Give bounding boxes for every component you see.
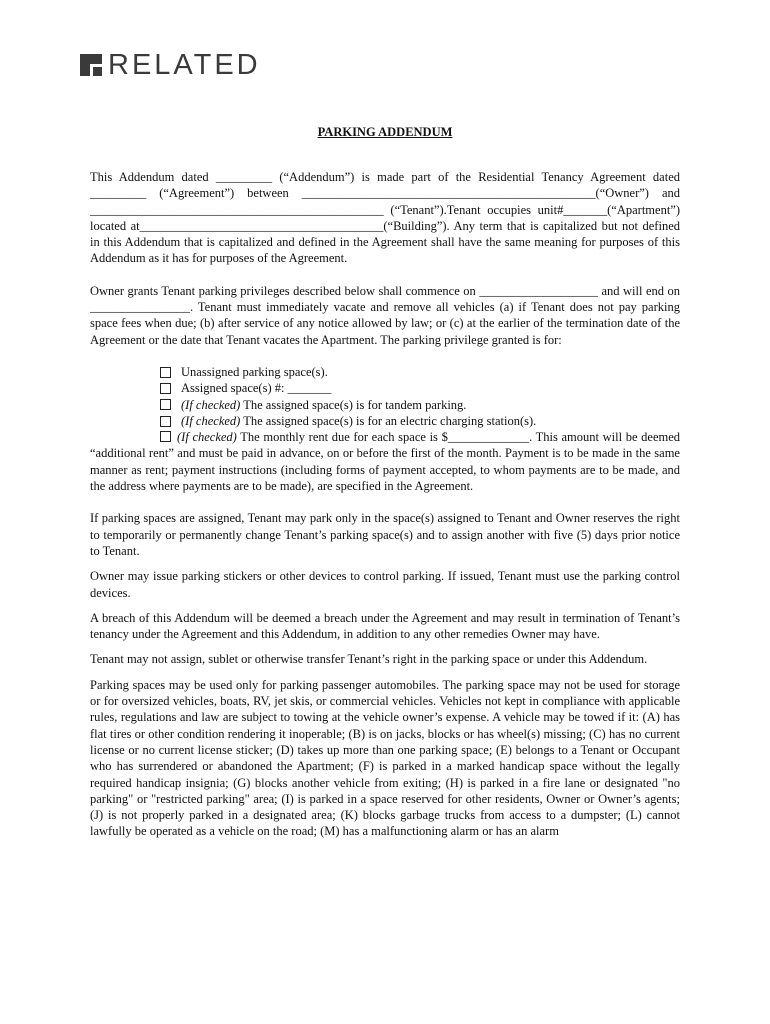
option-label: (If checked) The assigned space(s) is for tandem parking. xyxy=(181,397,467,412)
document-title: PARKING ADDENDUM xyxy=(317,125,453,139)
parking-options xyxy=(160,364,680,429)
paragraph-assigned-spaces: If parking spaces are assigned, Tenant may park only in the space(s) assigned to Tenant and Owner reserves the right to temporarily or permanently change Tenant’s parking space(s) and to assign another with five (5) days prior notice to Tenant. xyxy=(90,511,680,558)
option-label: Unassigned parking space(s). xyxy=(181,364,328,379)
paragraph-assignment: Tenant may not assign, sublet or otherwise transfer Tenant’s right in the parking space or under this Addendum. xyxy=(90,652,648,667)
option-label: Assigned space(s) #: _______ xyxy=(181,381,332,396)
paragraph-breach: A breach of this Addendum will be deemed a breach under the Agreement and may result in termination of Tenant’s tenancy under the Agreement and this Addendum, in addition to any other remedies Owner may have. xyxy=(90,610,680,642)
paragraph-privileges: Owner grants Tenant parking privileges described below shall commence on ___________________ and will end on ________________. Tenant must immediately vacate and remove all vehicles (a) if Tenant does not pay parking space fees when due; (b) after service of any notice allowed by law; or (c) at the earlier of the termination date of the Agreement or the date that Tenant vacates the Apartment. The parking privilege granted is for: xyxy=(90,283,680,347)
checkbox[interactable] xyxy=(160,399,171,410)
option-unassigned[interactable] xyxy=(160,364,680,380)
related-logo xyxy=(80,49,261,81)
option-monthly-rent: (If checked) The monthly rent due for each space is $_____________. This amount will be deemed “additional rent” and must be paid in advance, on or before the first of the month. Payment is to be made in the same manner as rent; payment instructions (including forms of payment accepted, to whom payments are to be made, and the address where payments are to be made), are specified in the Agreement. xyxy=(90,430,681,494)
option-assigned[interactable] xyxy=(160,380,680,396)
checkbox[interactable] xyxy=(160,367,171,378)
checkbox[interactable] xyxy=(160,416,171,427)
related-mark-icon xyxy=(80,54,102,76)
option-tandem[interactable] xyxy=(160,397,680,413)
paragraph-intro: This Addendum dated _________ (“Addendum”) is made part of the Residential Tenancy Agreement dated _________ (“Agreement”) between _______________________________________________(“Owner”) and _______________________________________________ (“Tenant”).Tenant occupies unit#_______(“Apartment”) located at_______________________________________(“Building”). Any term that is capitalized but not defined in this Addendum that is capitalized and defined in the Agreement shall have the same meaning for purposes of this Addendum as it has for purposes of the Agreement. xyxy=(90,170,680,266)
checkbox[interactable] xyxy=(160,383,171,394)
logo-wordmark: RELATED xyxy=(108,49,261,81)
document-body xyxy=(90,169,680,840)
option-charging[interactable] xyxy=(160,413,680,429)
checkbox[interactable] xyxy=(160,431,171,442)
paragraph-stickers: Owner may issue parking stickers or other devices to control parking. If issued, Tenant must use the parking control devices. xyxy=(90,569,680,600)
option-label: (If checked) The assigned space(s) is for an electric charging station(s). xyxy=(181,413,537,428)
paragraph-vehicle-use: Parking spaces may be used only for parking passenger automobiles. The parking space may not be used for storage or for oversized vehicles, boats, RV, jet skis, or commercial vehicles. Vehicles not kept in compliance with applicable rules, regulations and law are subject to towing at the vehicle owner’s expense. A vehicle may be towed if it: (A) has flat tires or other condition rendering it inoperable; (B) is on jacks, blocks or has wheel(s) missing; (C) has no current license or no current license sticker; (D) takes up more than one parking space; (E) belongs to a Tenant or Occupant who has surrendered or abandoned the Apartment; (F) is parked in a marked handicap space without the legally required handicap insignia; (G) blocks another vehicle from exiting; (H) is parked in a fire lane or designated "no parking" or "restricted parking" area; (I) is parked in a space reserved for other residents, Owner or Owner’s agents; (J) is not properly parked in a designated area; (K) blocks garbage trucks from access to a dumpster; (L) cannot lawfully be operated as a vehicle on the road; (M) has a malfunctioning alarm or has an alarm xyxy=(90,677,680,839)
